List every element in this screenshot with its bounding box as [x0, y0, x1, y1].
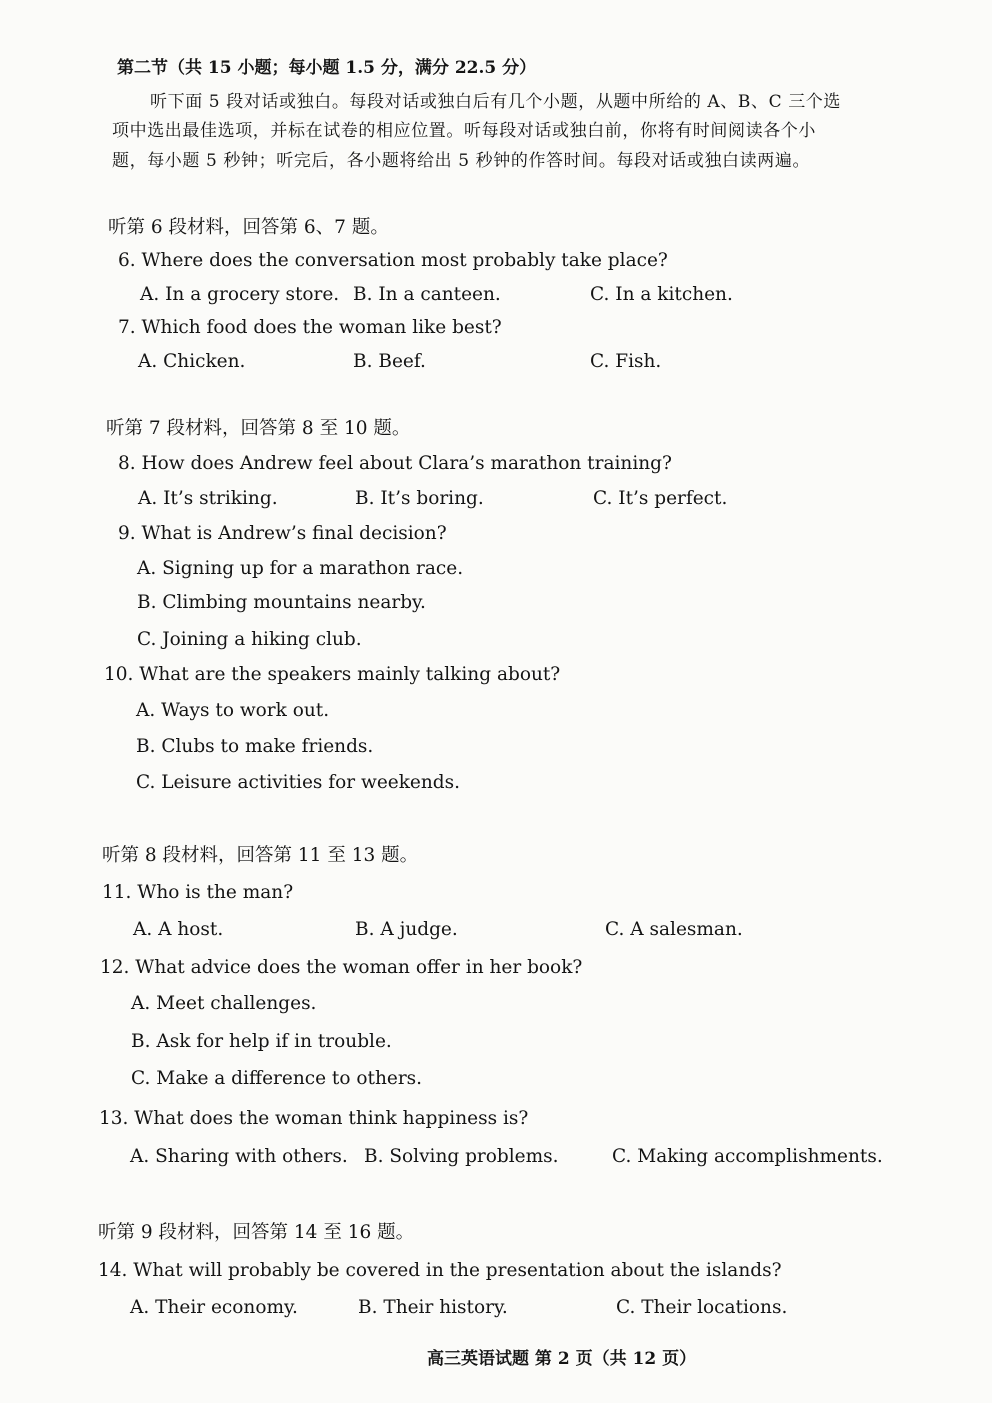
option-b: B. Solving problems.	[364, 1146, 559, 1167]
option-b: B. In a canteen.	[353, 284, 501, 305]
option-c: C. Joining a hiking club.	[137, 629, 362, 650]
instruction-line: 题，每小题 5 秒钟；听完后，各小题将给出 5 秒钟的作答时间。每段对话或独白读两遍。	[112, 151, 811, 171]
part-heading: 听第 8 段材料，回答第 11 至 13 题。	[102, 845, 419, 866]
option-b: B. A judge.	[355, 919, 458, 940]
question-stem: 10. What are the speakers mainly talking about?	[104, 664, 561, 685]
page-footer: 高三英语试题 第 2 页（共 12 页）	[427, 1349, 697, 1369]
part-heading: 听第 7 段材料，回答第 8 至 10 题。	[106, 418, 411, 439]
option-a: A. In a grocery store.	[140, 284, 340, 305]
question-stem: 6. Where does the conversation most probably take place?	[118, 250, 668, 271]
option-b: B. Beef.	[353, 351, 426, 372]
option-c: C. Making accomplishments.	[612, 1146, 883, 1167]
option-b: B. Climbing mountains nearby.	[137, 592, 426, 613]
option-b: B. It’s boring.	[355, 488, 484, 509]
option-a: A. It’s striking.	[138, 488, 278, 509]
option-a: A. Chicken.	[138, 351, 246, 372]
part-heading: 听第 6 段材料，回答第 6、7 题。	[108, 217, 389, 238]
question-stem: 12. What advice does the woman offer in her book?	[100, 957, 583, 978]
question-stem: 7. Which food does the woman like best?	[118, 317, 502, 338]
instruction-line: 项中选出最佳选项，并标在试卷的相应位置。听每段对话或独白前，你将有时间阅读各个小	[112, 121, 816, 141]
option-c: C. In a kitchen.	[590, 284, 733, 305]
option-b: B. Ask for help if in trouble.	[131, 1031, 392, 1052]
option-a: A. Signing up for a marathon race.	[137, 558, 464, 579]
option-a: A. Meet challenges.	[131, 993, 317, 1014]
option-a: A. Ways to work out.	[136, 700, 330, 721]
question-stem: 14. What will probably be covered in the presentation about the islands?	[98, 1260, 782, 1281]
option-a: A. A host.	[133, 919, 224, 940]
section-title: 第二节（共 15 小题；每小题 1.5 分，满分 22.5 分）	[117, 58, 537, 78]
option-c: C. Their locations.	[616, 1297, 788, 1318]
option-c: C. Make a difference to others.	[131, 1068, 423, 1089]
option-b: B. Their history.	[358, 1297, 508, 1318]
option-c: C. Fish.	[590, 351, 662, 372]
part-heading: 听第 9 段材料，回答第 14 至 16 题。	[98, 1222, 415, 1243]
question-stem: 13. What does the woman think happiness is?	[99, 1108, 529, 1129]
option-b: B. Clubs to make friends.	[136, 736, 374, 757]
option-c: C. It’s perfect.	[593, 488, 728, 509]
option-a: A. Sharing with others.	[130, 1146, 348, 1167]
question-stem: 8. How does Andrew feel about Clara’s marathon training?	[118, 453, 672, 474]
question-stem: 9. What is Andrew’s final decision?	[118, 523, 447, 544]
instruction-line: 听下面 5 段对话或独白。每段对话或独白后有几个小题，从题中所给的 A、B、C 三个选	[150, 92, 842, 112]
question-stem: 11. Who is the man?	[102, 882, 294, 903]
option-a: A. Their economy.	[130, 1297, 298, 1318]
option-c: C. Leisure activities for weekends.	[136, 772, 461, 793]
option-c: C. A salesman.	[605, 919, 743, 940]
